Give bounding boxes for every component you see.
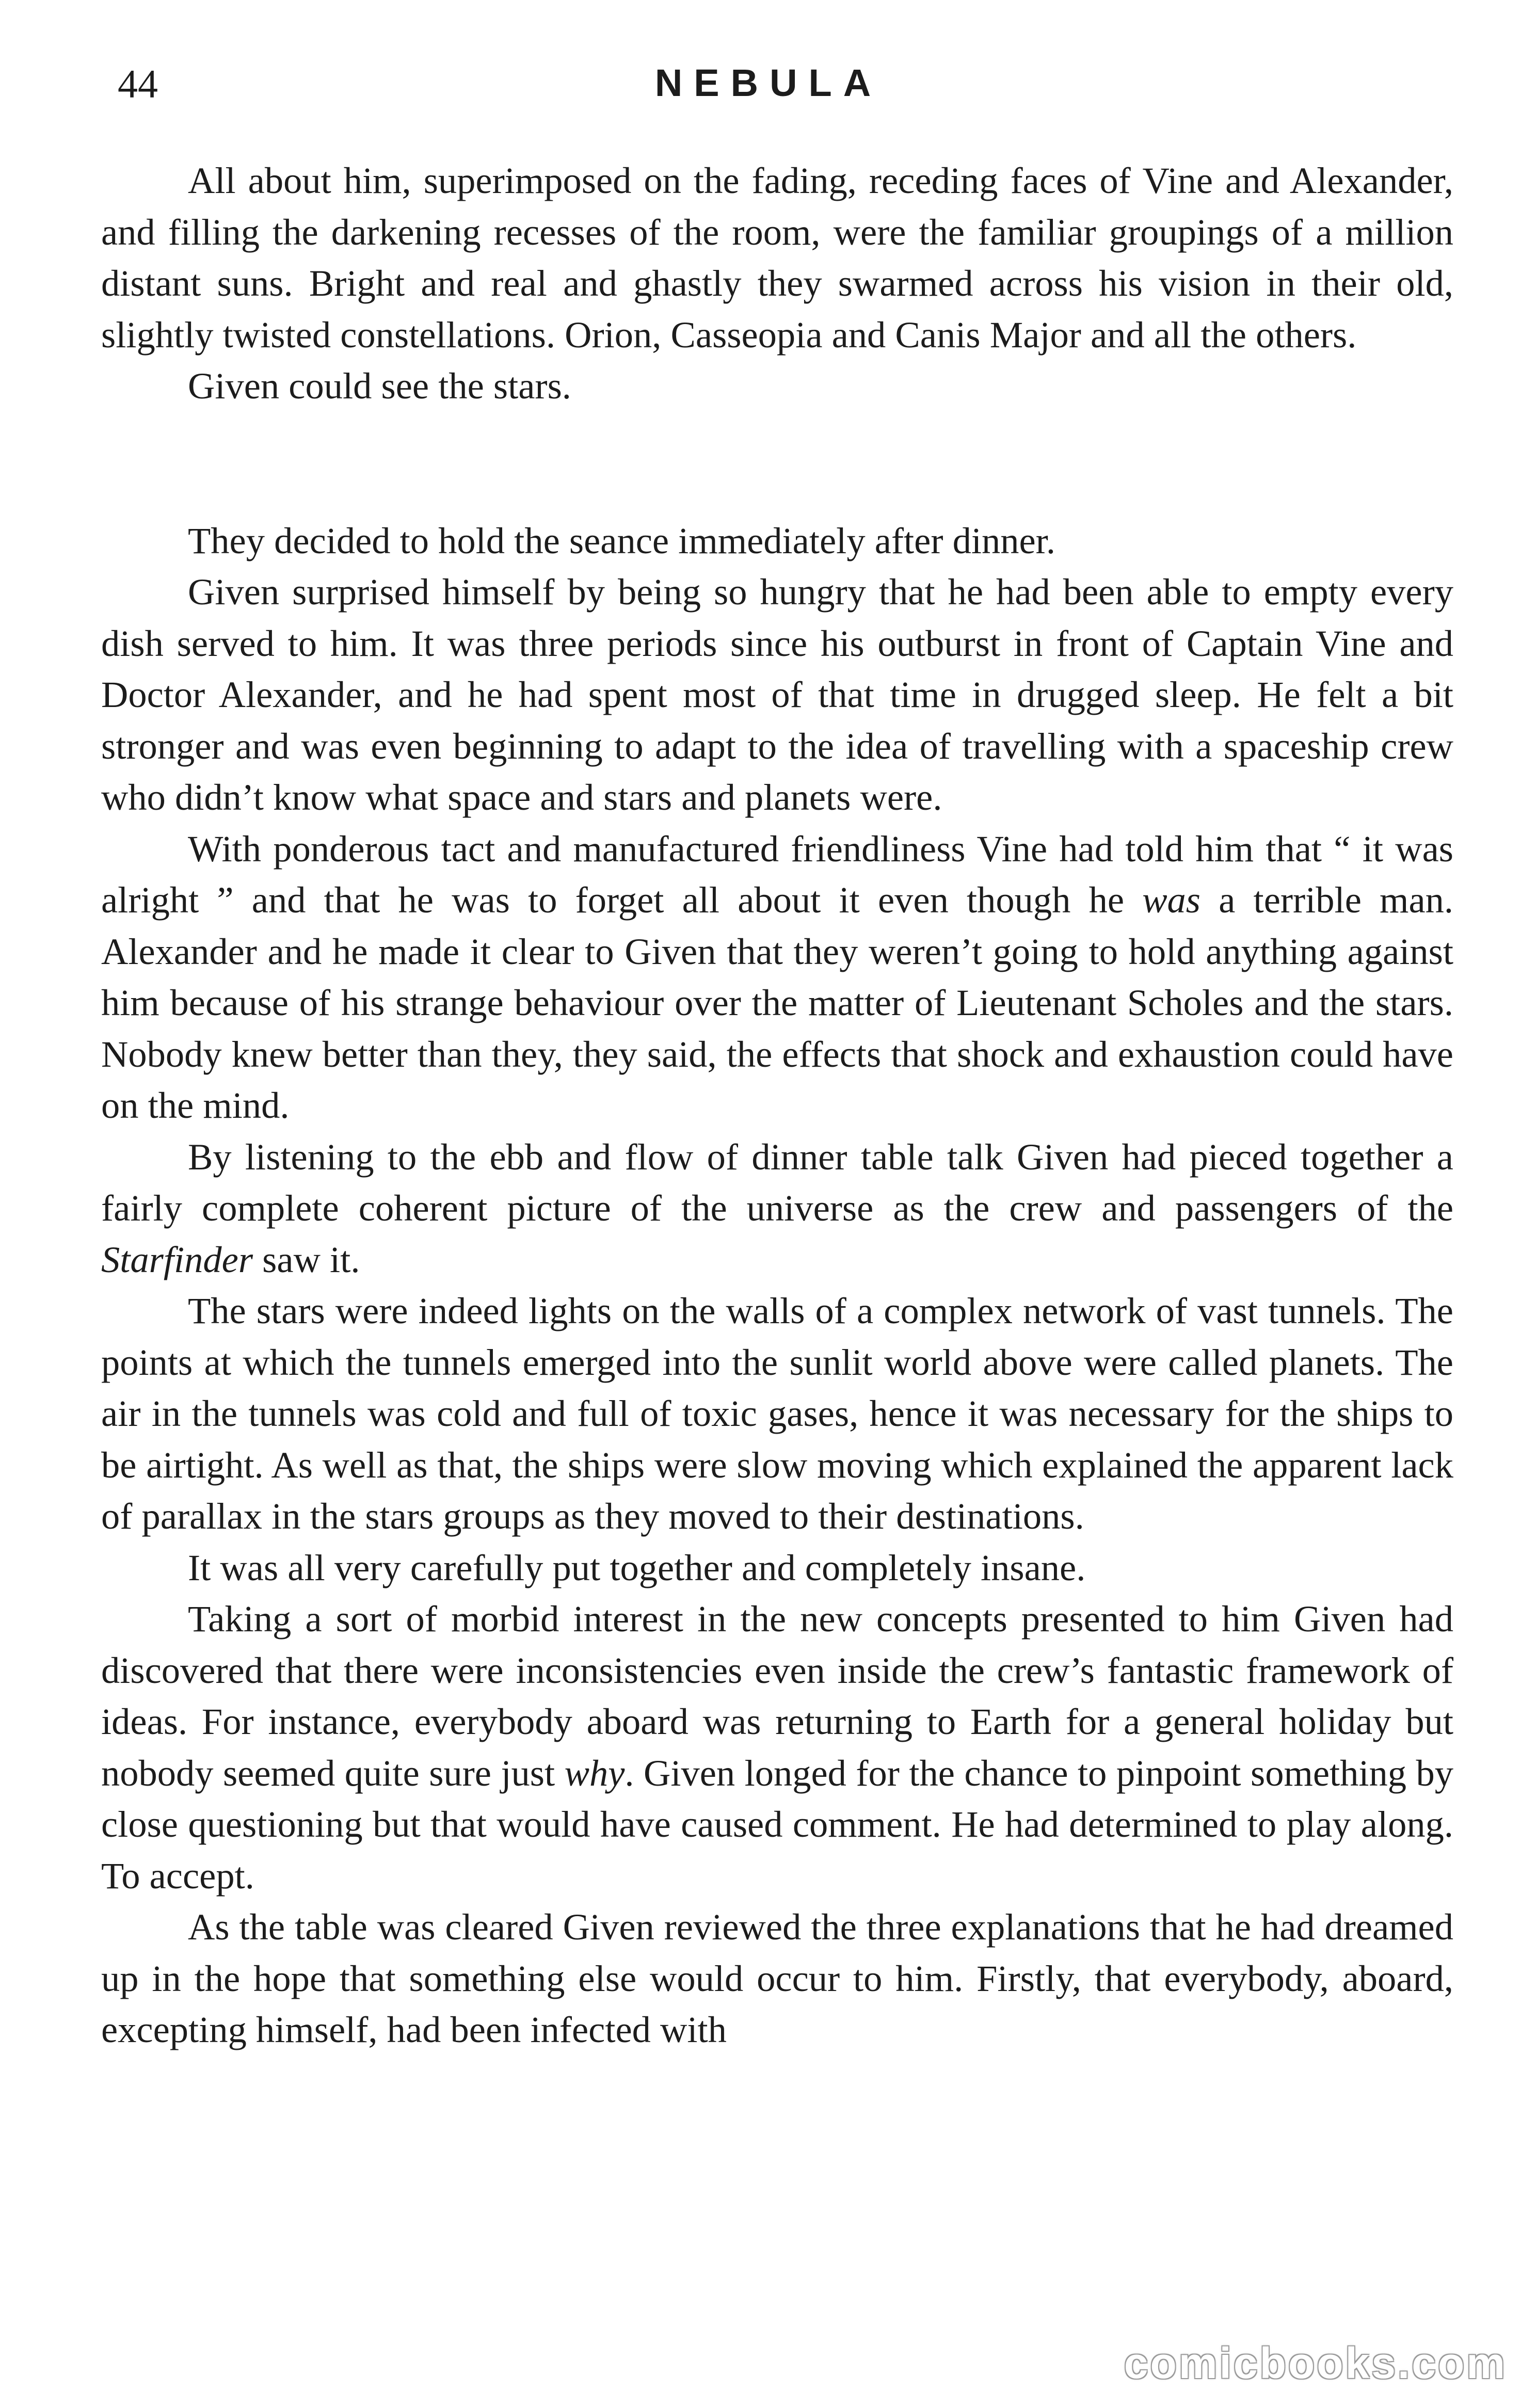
page-number: 44 (118, 61, 158, 106)
paragraph (101, 1593, 1453, 1901)
paragraph: Given surprised himself by being so hungry that he had been able to empty every dish served to him. It was three periods since his outburst in front of Captain Vine and Doctor Alexander, and he had spent most of that time in drugged sleep. He felt a bit stronger and was even beginning to adapt to the idea of travelling with a spaceship crew who didn’t know what space and stars and planets were. (101, 571, 1453, 818)
paragraph: As the table was cleared Given reviewed the three explanations that he had dreamed up in the hope that something else would occur to him. Firstly, that everybody, aboard, excepting himself, had been infected with (101, 1906, 1453, 2050)
paragraph: It was all very carefully put together and completely insane. (188, 1546, 1086, 1588)
paragraph (101, 1131, 1453, 1286)
paragraph: All about him, superimposed on the fading, receding faces of Vine and Alexander, and filling the darkening recesses of the room, were the familiar groupings of a million distant suns. Bright and real and ghastly they swarmed across his vision in their old, slightly twisted constellations. Orion, Casseopia and Canis Major and all the others. (101, 159, 1453, 356)
italic-ship-name: Starfinder (101, 1238, 253, 1280)
text-run: Taking a sort of morbid interest in the new concepts presented to him Given had discovered that there were inconsistencies even inside the crew’s fantastic framework of ideas. For instance, everybody aboard was returning to Earth for a general holiday but nobody seemed quite sure just (101, 1598, 1453, 1794)
watermark: comicbooks.com (1124, 2339, 1507, 2387)
text-run: saw it. (253, 1238, 360, 1280)
paragraph: The stars were indeed lights on the walls of a complex network of vast tunnels. The points at which the tunnels emerged into the sunlit world above were called planets. The air in the tunnels was cold and full of toxic gases, hence it was necessary for the ships to be airtight. As well as that, the ships were slow moving which explained the apparent lack of parallax in the stars groups as they moved to their destinations. (101, 1290, 1453, 1537)
section-break (101, 412, 1453, 515)
text-run: a terrible man. Alexander and he made it clear to Given that they weren’t going to hold anything against him because of his strange behaviour over the matter of Lieutenant Scholes and the stars. Nobody knew better than they, they said, the effects that shock and exhaustion could have on the mind. (101, 879, 1453, 1126)
text-run: With ponderous tact and manufactured friendliness Vine had told him that “ it was alright ” and that he was to forget all about it even though he (101, 827, 1453, 921)
paragraph: They decided to hold the seance immediately after dinner. (188, 519, 1055, 561)
text-run: By listening to the ebb and flow of dinner table talk Given had pieced together a fairly complete coherent picture of the universe as the crew and passengers of the (101, 1135, 1453, 1229)
page-header (0, 61, 1537, 118)
italic-text: was (1142, 879, 1201, 921)
story-text (101, 155, 1453, 2056)
italic-text: why (564, 1752, 625, 1794)
text-run: . Given longed for the chance to pinpoint something by close questioning but that would have caused comment. He had determined to play along. To accept. (101, 1752, 1454, 1897)
running-title: NEBULA (654, 61, 883, 104)
paragraph (101, 823, 1453, 1131)
paragraph: Given could see the stars. (188, 365, 571, 407)
